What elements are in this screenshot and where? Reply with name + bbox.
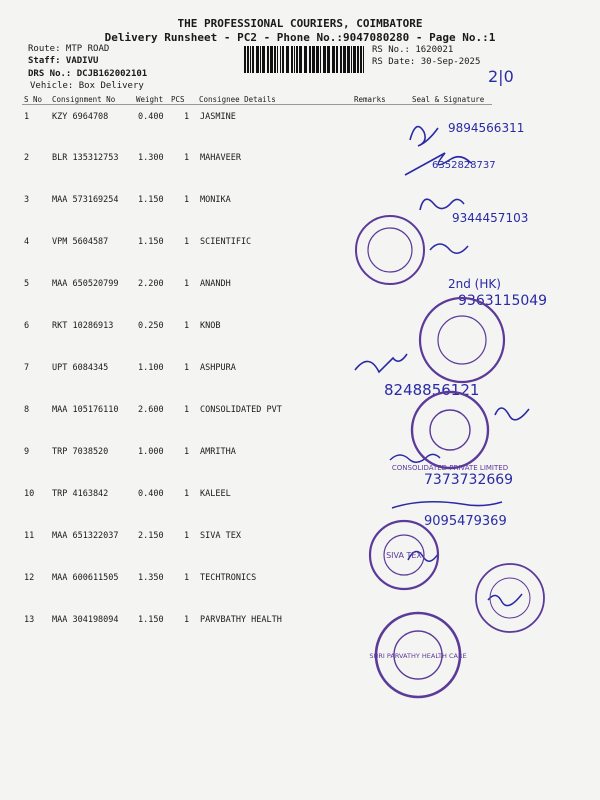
col-header-consignee: Consignee Details bbox=[199, 95, 276, 104]
row-sno: 6 bbox=[24, 321, 30, 331]
row-consignment-no: TRP 4163842 bbox=[52, 489, 109, 499]
row-weight: 2.200 bbox=[138, 279, 164, 289]
row-consignee: PARVBATHY HEALTH bbox=[200, 615, 282, 625]
row-consignment-no: MAA 304198094 bbox=[52, 615, 119, 625]
col-header-remarks: Remarks bbox=[354, 95, 386, 104]
row-pcs: 1 bbox=[184, 447, 190, 457]
row-consignee: ANANDH bbox=[200, 279, 231, 289]
row-consignment-no: MAA 105176110 bbox=[52, 405, 119, 415]
row-pcs: 1 bbox=[184, 615, 190, 625]
table-row bbox=[0, 447, 600, 459]
row-consignment-no: MAA 650520799 bbox=[52, 279, 119, 289]
row-pcs: 1 bbox=[184, 279, 190, 289]
row-sno: 4 bbox=[24, 237, 30, 247]
row-weight: 1.150 bbox=[138, 237, 164, 247]
handwritten-phone-9: 7373732669 bbox=[424, 472, 514, 488]
row-sno: 5 bbox=[24, 279, 30, 289]
handwritten-phone-1: 9894566311 bbox=[448, 121, 525, 135]
col-header-seal: Seal & Signature bbox=[412, 95, 485, 104]
signature-11 bbox=[408, 551, 438, 561]
barcode-graphic bbox=[242, 46, 368, 73]
col-header-consignment: Consignment No bbox=[52, 95, 116, 104]
row-consignee: AMRITHA bbox=[200, 447, 236, 457]
row-consignment-no: BLR 135312753 bbox=[52, 153, 119, 163]
row-weight: 1.150 bbox=[138, 615, 164, 625]
row-weight: 2.150 bbox=[138, 531, 164, 541]
table-row bbox=[0, 279, 600, 291]
handwritten-count: 2|0 bbox=[488, 67, 514, 86]
drs-number: DRS No.: DCJB162002101 bbox=[28, 69, 148, 79]
row-pcs: 1 bbox=[184, 489, 190, 499]
row-consignment-no: KZY 6964708 bbox=[52, 112, 109, 122]
row-consignment-no: MAA 600611505 bbox=[52, 573, 119, 583]
row-consignment-no: RKT 10286913 bbox=[52, 321, 114, 331]
row-pcs: 1 bbox=[184, 321, 190, 331]
signature-1 bbox=[410, 127, 438, 146]
signature-10 bbox=[392, 502, 502, 508]
row-consignee: MONIKA bbox=[200, 195, 231, 205]
table-row bbox=[0, 153, 600, 165]
row-pcs: 1 bbox=[184, 573, 190, 583]
row-pcs: 1 bbox=[184, 195, 190, 205]
row-sno: 13 bbox=[24, 615, 35, 625]
row-consignee: SIVA TEX bbox=[200, 531, 241, 541]
row-weight: 1.000 bbox=[138, 447, 164, 457]
stamp-parvathy-text: SHRI PARVATHY HEALTH CARE bbox=[369, 652, 467, 660]
stamp-siva-text: SIVA TEX bbox=[386, 551, 422, 560]
stamp-consolidated-text: CONSOLIDATED PRIVATE LIMITED bbox=[391, 464, 509, 472]
table-row bbox=[0, 195, 600, 207]
row-consignee: JASMINE bbox=[200, 112, 236, 122]
handwritten-phone-7: 8248856121 bbox=[384, 381, 480, 399]
runsheet-subtitle: Delivery Runsheet - PC2 - Phone No.:9047080280 - Page No.:1 bbox=[104, 31, 496, 44]
row-pcs: 1 bbox=[184, 237, 190, 247]
row-consignee: ASHPURA bbox=[200, 363, 236, 373]
row-consignment-no: VPM 5604587 bbox=[52, 237, 109, 247]
row-pcs: 1 bbox=[184, 363, 190, 373]
row-consignee: SCIENTIFIC bbox=[200, 237, 252, 247]
signature-12 bbox=[488, 594, 522, 606]
row-weight: 1.100 bbox=[138, 363, 164, 373]
row-weight: 1.350 bbox=[138, 573, 164, 583]
row-sno: 2 bbox=[24, 153, 30, 163]
handwritten-note-5: 2nd (HK) bbox=[448, 277, 501, 291]
row-sno: 12 bbox=[24, 573, 35, 583]
table-row bbox=[0, 321, 600, 333]
row-pcs: 1 bbox=[184, 112, 190, 122]
row-sno: 9 bbox=[24, 447, 30, 457]
handwritten-phone-5: 9363115049 bbox=[458, 293, 548, 309]
table-row bbox=[0, 573, 600, 585]
row-sno: 7 bbox=[24, 363, 30, 373]
row-sno: 8 bbox=[24, 405, 30, 415]
col-header-pcs: PCS bbox=[171, 95, 185, 104]
vehicle-label: Vehicle: Box Delivery bbox=[30, 81, 144, 91]
row-pcs: 1 bbox=[184, 153, 190, 163]
row-sno: 10 bbox=[24, 489, 35, 499]
row-consignment-no: UPT 6084345 bbox=[52, 363, 109, 373]
col-header-weight: Weight bbox=[136, 95, 164, 104]
table-row bbox=[0, 237, 600, 249]
handwritten-phone-10: 9095479369 bbox=[424, 514, 507, 529]
route-label: Route: MTP ROAD bbox=[28, 44, 110, 54]
handwritten-phone-2: 6352828737 bbox=[432, 160, 496, 171]
header-divider bbox=[22, 104, 492, 105]
row-weight: 0.250 bbox=[138, 321, 164, 331]
staff-label: Staff: VADIVU bbox=[28, 56, 99, 66]
stamp-row-4 bbox=[356, 216, 424, 284]
row-consignee: KALEEL bbox=[200, 489, 231, 499]
row-weight: 2.600 bbox=[138, 405, 164, 415]
handwritten-phone-3: 9344457103 bbox=[452, 211, 529, 225]
row-consignee: TECHTRONICS bbox=[200, 573, 257, 583]
row-weight: 1.150 bbox=[138, 195, 164, 205]
table-row bbox=[0, 489, 600, 501]
company-title: THE PROFESSIONAL COURIERS, COIMBATORE bbox=[177, 17, 423, 30]
row-consignee: MAHAVEER bbox=[200, 153, 241, 163]
row-sno: 3 bbox=[24, 195, 30, 205]
row-weight: 0.400 bbox=[138, 112, 164, 122]
row-consignee: CONSOLIDATED PVT bbox=[200, 405, 282, 415]
table-row bbox=[0, 531, 600, 543]
col-header-sno: S No bbox=[24, 95, 43, 104]
row-weight: 1.300 bbox=[138, 153, 164, 163]
row-weight: 0.400 bbox=[138, 489, 164, 499]
row-sno: 1 bbox=[24, 112, 30, 122]
table-row bbox=[0, 405, 600, 417]
table-row bbox=[0, 363, 600, 375]
table-row bbox=[0, 615, 600, 627]
row-consignment-no: MAA 651322037 bbox=[52, 531, 119, 541]
stamp-consolidated bbox=[392, 392, 508, 472]
row-consignee: KNOB bbox=[200, 321, 221, 331]
row-sno: 11 bbox=[24, 531, 35, 541]
row-consignment-no: TRP 7038520 bbox=[52, 447, 109, 457]
row-consignment-no: MAA 573169254 bbox=[52, 195, 119, 205]
rs-date: RS Date: 30-Sep-2025 bbox=[372, 57, 481, 67]
row-pcs: 1 bbox=[184, 405, 190, 415]
rs-number: RS No.: 1620021 bbox=[372, 45, 454, 55]
table-row bbox=[0, 112, 600, 124]
row-pcs: 1 bbox=[184, 531, 190, 541]
